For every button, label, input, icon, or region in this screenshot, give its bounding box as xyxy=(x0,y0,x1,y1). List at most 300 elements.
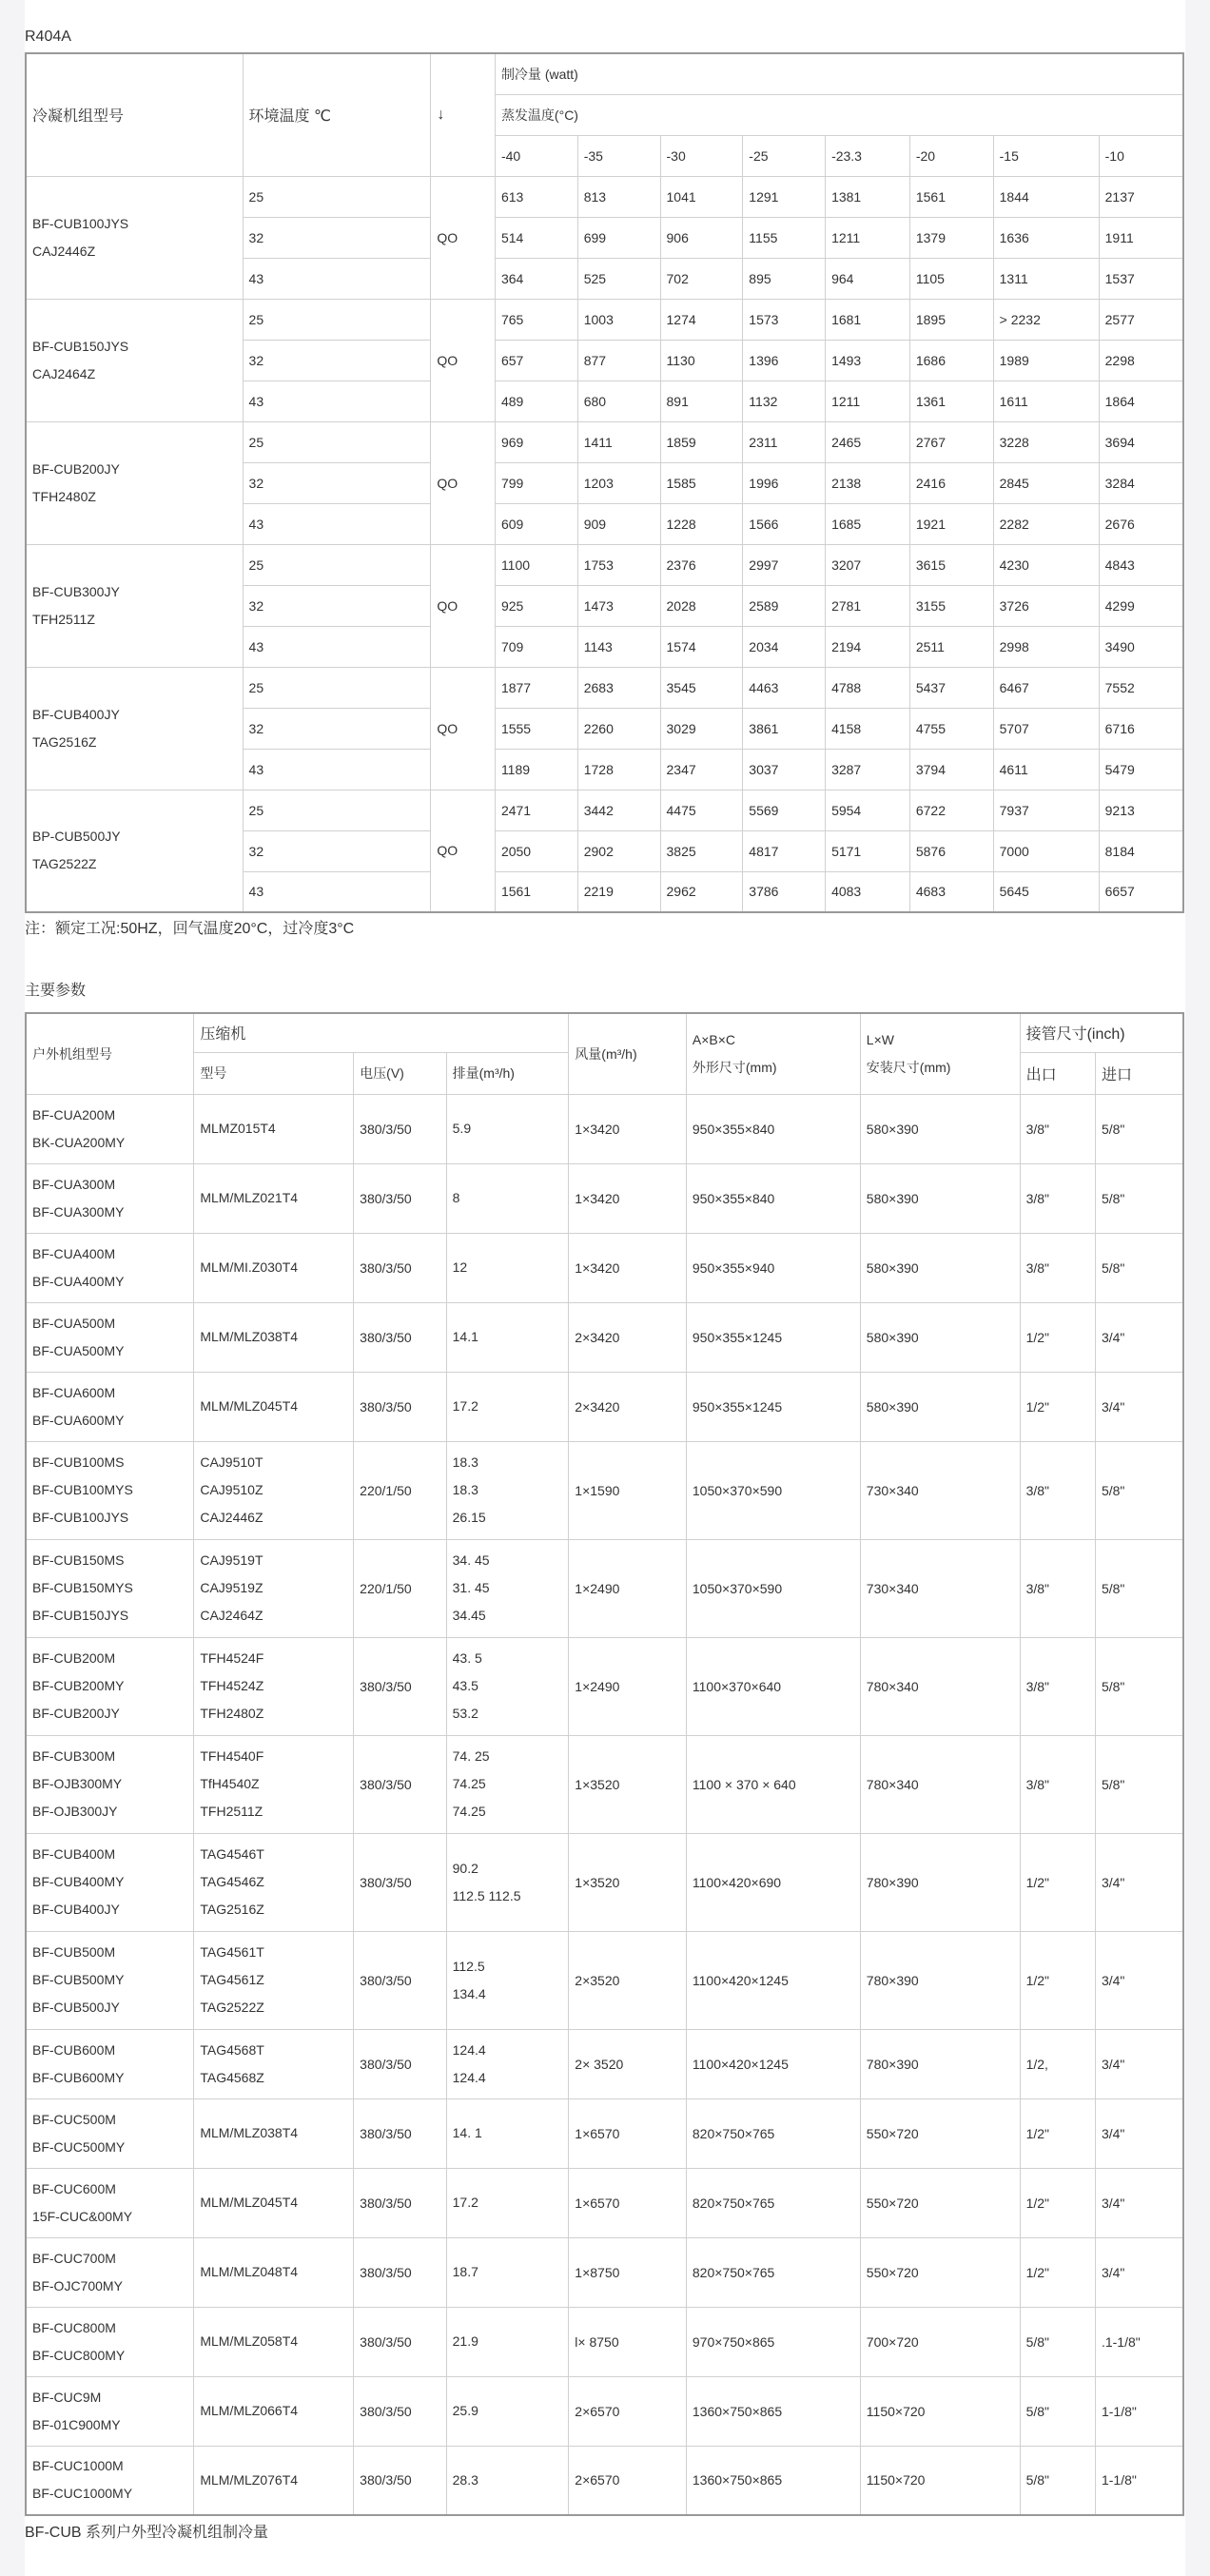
airflow-cell: 1×8750 xyxy=(569,2237,687,2307)
dims-cell: 820×750×765 xyxy=(686,2237,860,2307)
params-table-body xyxy=(26,1013,1183,2515)
capacity-value-cell: 2589 xyxy=(743,585,826,626)
capacity-value-cell: 2577 xyxy=(1099,299,1183,340)
voltage-cell: 380/3/50 xyxy=(354,2307,446,2376)
displacement-cell-line: 53.2 xyxy=(452,1706,478,1721)
header-voltage: 电压(V) xyxy=(354,1052,446,1094)
capacity-value-cell: 2260 xyxy=(577,708,660,749)
outdoor-model-cell-line: BF-01C900MY xyxy=(32,2416,121,2432)
capacity-value-cell: 3155 xyxy=(909,585,993,626)
unit-model-cell xyxy=(26,544,243,667)
ambient-temp-cell: 32 xyxy=(243,830,431,871)
dims-cell: 1050×370×590 xyxy=(686,1441,860,1539)
capacity-value-cell: 2376 xyxy=(660,544,743,585)
voltage-cell: 380/3/50 xyxy=(354,2168,446,2237)
outdoor-model-cell-line: BF-CUA400M xyxy=(32,1245,116,1261)
temp-header-cell: -25 xyxy=(743,135,826,176)
capacity-value-cell: 680 xyxy=(577,381,660,421)
capacity-value-cell: 1585 xyxy=(660,462,743,503)
temp-header-cell: -15 xyxy=(993,135,1099,176)
outdoor-model-cell-line: BF-CUB200M xyxy=(32,1650,116,1666)
header-install-label: 安装尺寸(mm) xyxy=(866,1059,951,1075)
dims-cell: 950×355×1245 xyxy=(686,1302,860,1372)
header-comp-model: 型号 xyxy=(194,1052,354,1094)
capacity-value-cell: 5954 xyxy=(826,790,910,830)
capacity-value-cell: 5645 xyxy=(993,871,1099,912)
capacity-value-cell: 3825 xyxy=(660,830,743,871)
capacity-value-cell: 3786 xyxy=(743,871,826,912)
capacity-value-cell: 4788 xyxy=(826,667,910,708)
qo-cell: QO xyxy=(431,176,496,299)
install-cell: 780×340 xyxy=(860,1735,1020,1833)
outdoor-model-cell xyxy=(26,2237,194,2307)
capacity-value-cell: 1555 xyxy=(495,708,577,749)
capacity-value-cell: 1753 xyxy=(577,544,660,585)
unit-model-cell xyxy=(26,667,243,790)
capacity-row xyxy=(26,176,1183,217)
compressor-model-cell xyxy=(194,1637,354,1735)
compressor-model-cell xyxy=(194,2446,354,2515)
capacity-value-cell: 1877 xyxy=(495,667,577,708)
compressor-model-cell-line: MLM/MLZ058T4 xyxy=(200,2333,299,2349)
outlet-cell: 1/2" xyxy=(1020,1833,1095,1931)
ambient-temp-cell: 43 xyxy=(243,871,431,912)
compressor-model-cell-line: TAG4546T xyxy=(200,1846,264,1862)
outdoor-model-cell xyxy=(26,2168,194,2237)
displacement-cell-line: 17.2 xyxy=(452,1398,478,1414)
inlet-cell: .1-1/8" xyxy=(1095,2307,1183,2376)
params-row xyxy=(26,2446,1183,2515)
capacity-value-cell: 3207 xyxy=(826,544,910,585)
capacity-value-cell: 2138 xyxy=(826,462,910,503)
compressor-model-cell-line: CAJ9510T xyxy=(200,1454,263,1470)
capacity-value-cell: 699 xyxy=(577,217,660,258)
capacity-value-cell: 1211 xyxy=(826,217,910,258)
airflow-cell: 2× 3520 xyxy=(569,2029,687,2098)
airflow-cell: 1×6570 xyxy=(569,2168,687,2237)
capacity-table xyxy=(25,52,1184,913)
capacity-value-cell: 2034 xyxy=(743,626,826,667)
ambient-temp-cell: 25 xyxy=(243,544,431,585)
displacement-cell-line: 14.1 xyxy=(452,1329,478,1344)
capacity-value-cell: 3726 xyxy=(993,585,1099,626)
capacity-value-cell: 2767 xyxy=(909,421,993,462)
params-row xyxy=(26,1931,1183,2029)
dims-cell: 1050×370×590 xyxy=(686,1539,860,1637)
temp-header-cell: -35 xyxy=(577,135,660,176)
displacement-cell xyxy=(446,2446,569,2515)
capacity-value-cell: 2347 xyxy=(660,749,743,790)
compressor-model-cell xyxy=(194,2307,354,2376)
dims-cell: 1360×750×865 xyxy=(686,2376,860,2446)
ambient-temp-cell: 25 xyxy=(243,176,431,217)
install-cell: 780×390 xyxy=(860,1833,1020,1931)
capacity-value-cell: 3037 xyxy=(743,749,826,790)
outdoor-model-cell-line: BF-CUB500M xyxy=(32,1944,116,1960)
ambient-temp-cell: 32 xyxy=(243,708,431,749)
capacity-value-cell: 6467 xyxy=(993,667,1099,708)
voltage-cell: 380/3/50 xyxy=(354,1372,446,1441)
outdoor-model-cell xyxy=(26,1637,194,1735)
capacity-value-cell: 1228 xyxy=(660,503,743,544)
capacity-value-cell: 7937 xyxy=(993,790,1099,830)
capacity-value-cell: 702 xyxy=(660,258,743,299)
install-cell: 1150×720 xyxy=(860,2446,1020,2515)
inlet-cell: 3/4" xyxy=(1095,2098,1183,2168)
voltage-cell: 380/3/50 xyxy=(354,2029,446,2098)
capacity-value-cell: 2416 xyxy=(909,462,993,503)
outlet-cell: 3/8" xyxy=(1020,1637,1095,1735)
left-margin xyxy=(0,0,25,2576)
capacity-row xyxy=(26,299,1183,340)
compressor-model-cell-line: CAJ9510Z xyxy=(200,1482,263,1497)
displacement-cell-line: 17.2 xyxy=(452,2195,478,2210)
capacity-value-cell: 2298 xyxy=(1099,340,1183,381)
capacity-value-cell: 2137 xyxy=(1099,176,1183,217)
compressor-model-cell xyxy=(194,1372,354,1441)
capacity-value-cell: 609 xyxy=(495,503,577,544)
capacity-value-cell: 1105 xyxy=(909,258,993,299)
capacity-value-cell: 364 xyxy=(495,258,577,299)
outdoor-model-cell-line: BF-CUB400M xyxy=(32,1846,116,1862)
unit-model-cell-line: BP-CUB500JY xyxy=(32,829,121,845)
install-cell: 780×340 xyxy=(860,1637,1020,1735)
airflow-cell: 2×3520 xyxy=(569,1931,687,2029)
compressor-model-cell xyxy=(194,1094,354,1163)
capacity-value-cell: 1574 xyxy=(660,626,743,667)
outlet-cell: 1/2" xyxy=(1020,1302,1095,1372)
document-body xyxy=(25,0,1185,2550)
inlet-cell: 5/8" xyxy=(1095,1233,1183,1302)
capacity-value-cell: 4230 xyxy=(993,544,1099,585)
capacity-value-cell: 5876 xyxy=(909,830,993,871)
outdoor-model-cell-line: BF-CUA500M xyxy=(32,1315,116,1331)
compressor-model-cell xyxy=(194,1539,354,1637)
capacity-value-cell: 2050 xyxy=(495,830,577,871)
unit-model-cell-line: CAJ2464Z xyxy=(32,365,96,381)
outlet-cell: 5/8" xyxy=(1020,2376,1095,2446)
compressor-model-cell xyxy=(194,2237,354,2307)
params-row xyxy=(26,2029,1183,2098)
capacity-value-cell: 709 xyxy=(495,626,577,667)
capacity-value-cell: 2962 xyxy=(660,871,743,912)
displacement-cell xyxy=(446,1233,569,1302)
install-cell: 550×720 xyxy=(860,2168,1020,2237)
header-dims xyxy=(686,1013,860,1094)
outdoor-model-cell-line: BF-CUC800MY xyxy=(32,2347,126,2363)
outdoor-model-cell xyxy=(26,1833,194,1931)
params-row xyxy=(26,1539,1183,1637)
outlet-cell: 1/2" xyxy=(1020,1931,1095,2029)
capacity-value-cell: 1379 xyxy=(909,217,993,258)
capacity-value-cell: 9213 xyxy=(1099,790,1183,830)
displacement-cell-line: 43.5 xyxy=(452,1678,478,1693)
compressor-model-cell xyxy=(194,1163,354,1233)
airflow-cell: 2×3420 xyxy=(569,1372,687,1441)
capacity-value-cell: 5171 xyxy=(826,830,910,871)
displacement-cell-line: 12 xyxy=(452,1259,468,1275)
compressor-model-cell-line: CAJ9519Z xyxy=(200,1580,263,1595)
capacity-value-cell: 1537 xyxy=(1099,258,1183,299)
compressor-model-cell xyxy=(194,1931,354,2029)
outlet-cell: 3/8" xyxy=(1020,1539,1095,1637)
unit-model-cell-line: TAG2522Z xyxy=(32,856,97,872)
dims-cell: 1360×750×865 xyxy=(686,2446,860,2515)
dims-cell: 820×750×765 xyxy=(686,2168,860,2237)
displacement-cell-line: 21.9 xyxy=(452,2333,478,2349)
ambient-temp-cell: 43 xyxy=(243,503,431,544)
temp-header-cell: -10 xyxy=(1099,135,1183,176)
capacity-value-cell: 514 xyxy=(495,217,577,258)
capacity-value-cell: 1911 xyxy=(1099,217,1183,258)
capacity-value-cell: 1686 xyxy=(909,340,993,381)
compressor-model-cell xyxy=(194,2029,354,2098)
install-cell: 580×390 xyxy=(860,1302,1020,1372)
compressor-model-cell-line: TAG2522Z xyxy=(200,2000,264,2015)
capacity-value-cell: 906 xyxy=(660,217,743,258)
header-evap: 蒸发温度(°C) xyxy=(495,94,1183,135)
compressor-model-cell xyxy=(194,1735,354,1833)
voltage-cell: 380/3/50 xyxy=(354,1931,446,2029)
outdoor-model-cell-line: BF-CUC800M xyxy=(32,2319,116,2335)
temp-header-cell: -20 xyxy=(909,135,993,176)
header-install xyxy=(860,1013,1020,1094)
header-inlet: 进口 xyxy=(1095,1052,1183,1094)
table1-caption: R404A xyxy=(25,29,71,45)
unit-model-cell xyxy=(26,176,243,299)
compressor-model-cell xyxy=(194,1233,354,1302)
params-row xyxy=(26,1233,1183,1302)
compressor-model-cell-line: TAG4568Z xyxy=(200,2069,264,2085)
ambient-temp-cell: 43 xyxy=(243,749,431,790)
displacement-cell xyxy=(446,2237,569,2307)
outlet-cell: 1/2" xyxy=(1020,1372,1095,1441)
capacity-value-cell: 2465 xyxy=(826,421,910,462)
displacement-cell-line: 25.9 xyxy=(452,2403,478,2418)
outdoor-model-cell xyxy=(26,1539,194,1637)
capacity-value-cell: 3490 xyxy=(1099,626,1183,667)
table1-note: 注：额定工况:50HZ，回气温度20°C，过冷度3°C xyxy=(25,921,355,937)
outdoor-model-cell-line: BF-CUB200MY xyxy=(32,1678,125,1693)
displacement-cell xyxy=(446,2029,569,2098)
voltage-cell: 380/3/50 xyxy=(354,2098,446,2168)
displacement-cell xyxy=(446,1372,569,1441)
dims-cell: 1100×420×1245 xyxy=(686,2029,860,2098)
inlet-cell: 3/4" xyxy=(1095,1302,1183,1372)
capacity-value-cell: 2845 xyxy=(993,462,1099,503)
inlet-cell: 3/4" xyxy=(1095,2168,1183,2237)
compressor-model-cell xyxy=(194,1441,354,1539)
unit-model-cell-line: BF-CUB200JY xyxy=(32,460,120,477)
capacity-value-cell: 1921 xyxy=(909,503,993,544)
capacity-value-cell: 1100 xyxy=(495,544,577,585)
capacity-value-cell: 1274 xyxy=(660,299,743,340)
install-cell: 550×720 xyxy=(860,2237,1020,2307)
table2-caption: 主要参数 xyxy=(25,983,87,999)
displacement-cell-line: 14. 1 xyxy=(452,2125,482,2140)
outdoor-model-cell-line: BF-OJB300JY xyxy=(32,1804,118,1819)
params-row xyxy=(26,2376,1183,2446)
params-row xyxy=(26,2098,1183,2168)
compressor-model-cell-line: MLM/MLZ021T4 xyxy=(200,1190,299,1205)
install-cell: 730×340 xyxy=(860,1441,1020,1539)
inlet-cell: 1-1/8" xyxy=(1095,2376,1183,2446)
displacement-cell-line: 28.3 xyxy=(452,2471,478,2488)
outdoor-model-cell xyxy=(26,1735,194,1833)
outdoor-model-cell-line: BF-OJB300MY xyxy=(32,1776,123,1791)
header-outdoor-model: 户外机组型号 xyxy=(26,1013,194,1094)
outlet-cell: 1/2" xyxy=(1020,2098,1095,2168)
footer-caption: BF-CUB 系列户外型冷凝机组制冷量 xyxy=(25,2525,269,2541)
displacement-cell xyxy=(446,1637,569,1735)
capacity-value-cell: 2028 xyxy=(660,585,743,626)
header-pipe: 接管尺寸(inch) xyxy=(1020,1013,1183,1052)
unit-model-cell-line: BF-CUB400JY xyxy=(32,706,120,722)
voltage-cell: 380/3/50 xyxy=(354,2376,446,2446)
unit-model-cell-line: BF-CUB300JY xyxy=(32,583,120,599)
compressor-model-cell xyxy=(194,2168,354,2237)
capacity-value-cell: 5437 xyxy=(909,667,993,708)
outlet-cell: 3/8" xyxy=(1020,1441,1095,1539)
compressor-model-cell-line: MLM/MI.Z030T4 xyxy=(200,1259,299,1275)
capacity-row xyxy=(26,790,1183,830)
voltage-cell: 380/3/50 xyxy=(354,1163,446,1233)
unit-model-cell xyxy=(26,790,243,912)
capacity-value-cell: 4683 xyxy=(909,871,993,912)
displacement-cell-line: 124.4 xyxy=(452,2041,486,2058)
capacity-value-cell: 4299 xyxy=(1099,585,1183,626)
params-row xyxy=(26,2307,1183,2376)
install-cell: 780×390 xyxy=(860,1931,1020,2029)
header-model: 冷凝机组型号 xyxy=(26,53,243,176)
capacity-value-cell: 1311 xyxy=(993,258,1099,299)
capacity-value-cell: 2219 xyxy=(577,871,660,912)
outlet-cell: 1/2" xyxy=(1020,2168,1095,2237)
compressor-model-cell-line: TAG4568T xyxy=(200,2041,264,2058)
capacity-value-cell: 1859 xyxy=(660,421,743,462)
inlet-cell: 5/8" xyxy=(1095,1735,1183,1833)
params-row xyxy=(26,1735,1183,1833)
params-row xyxy=(26,1637,1183,1735)
capacity-value-cell: 1130 xyxy=(660,340,743,381)
displacement-cell-line: 34. 45 xyxy=(452,1552,490,1568)
compressor-model-cell-line: TfH4540Z xyxy=(200,1776,260,1791)
unit-model-cell-line: BF-CUB150JYS xyxy=(32,338,129,354)
capacity-value-cell: 1396 xyxy=(743,340,826,381)
capacity-value-cell: 7552 xyxy=(1099,667,1183,708)
capacity-value-cell: 3861 xyxy=(743,708,826,749)
capacity-value-cell: 1989 xyxy=(993,340,1099,381)
capacity-value-cell: 1041 xyxy=(660,176,743,217)
capacity-value-cell: 2311 xyxy=(743,421,826,462)
compressor-model-cell-line: MLM/MLZ045T4 xyxy=(200,1398,299,1414)
temp-header-cell: -40 xyxy=(495,135,577,176)
compressor-model-cell-line: CAJ2464Z xyxy=(200,1608,263,1623)
outdoor-model-cell-line: BF-CUB150MYS xyxy=(32,1580,133,1595)
displacement-cell xyxy=(446,1833,569,1931)
params-row xyxy=(26,1372,1183,1441)
displacement-cell xyxy=(446,2098,569,2168)
outdoor-model-cell-line: BF-CUB300M xyxy=(32,1748,116,1764)
ambient-temp-cell: 32 xyxy=(243,462,431,503)
install-cell: 1150×720 xyxy=(860,2376,1020,2446)
voltage-cell: 220/1/50 xyxy=(354,1539,446,1637)
displacement-cell-line: 74.25 xyxy=(452,1776,486,1791)
capacity-value-cell: 1844 xyxy=(993,176,1099,217)
compressor-model-cell xyxy=(194,2098,354,2168)
displacement-cell-line: 31. 45 xyxy=(452,1580,490,1595)
capacity-value-cell: 5479 xyxy=(1099,749,1183,790)
capacity-value-cell: 1203 xyxy=(577,462,660,503)
voltage-cell: 380/3/50 xyxy=(354,1833,446,1931)
header-capacity: 制冷量 (watt) xyxy=(495,53,1183,94)
outlet-cell: 1/2, xyxy=(1020,2029,1095,2098)
dims-cell: 1100×420×690 xyxy=(686,1833,860,1931)
outdoor-model-cell xyxy=(26,2029,194,2098)
capacity-value-cell: 2902 xyxy=(577,830,660,871)
capacity-value-cell: 969 xyxy=(495,421,577,462)
displacement-cell-line: 5.9 xyxy=(452,1121,472,1136)
unit-model-cell-line: TAG2516Z xyxy=(32,733,97,750)
outdoor-model-cell-line: BF-CUA300MY xyxy=(32,1203,125,1220)
displacement-cell xyxy=(446,2307,569,2376)
capacity-value-cell: 1636 xyxy=(993,217,1099,258)
compressor-model-cell-line: TAG4561Z xyxy=(200,1972,264,1987)
capacity-value-cell: 3615 xyxy=(909,544,993,585)
header-arrow: ↓ xyxy=(431,53,496,176)
capacity-value-cell: 3228 xyxy=(993,421,1099,462)
outdoor-model-cell-line: BF-OJC700MY xyxy=(32,2277,123,2293)
outdoor-model-cell-line: BF-CUA500MY xyxy=(32,1342,125,1358)
outdoor-model-cell-line: BF-CUB150JYS xyxy=(32,1608,129,1623)
compressor-model-cell-line: MLMZ015T4 xyxy=(200,1121,276,1136)
outdoor-model-cell xyxy=(26,1372,194,1441)
capacity-value-cell: 4611 xyxy=(993,749,1099,790)
ambient-temp-cell: 43 xyxy=(243,626,431,667)
outdoor-model-cell-line: BF-CUC1000M xyxy=(32,2458,124,2474)
capacity-value-cell: 4158 xyxy=(826,708,910,749)
inlet-cell: 5/8" xyxy=(1095,1163,1183,1233)
capacity-value-cell: 1864 xyxy=(1099,381,1183,421)
inlet-cell: 3/4" xyxy=(1095,1833,1183,1931)
params-row xyxy=(26,1833,1183,1931)
dims-cell: 950×355×1245 xyxy=(686,1372,860,1441)
inlet-cell: 3/4" xyxy=(1095,1931,1183,2029)
outdoor-model-cell-line: BF-CUB100JYS xyxy=(32,1510,129,1525)
outdoor-model-cell-line: BF-CUC1000MY xyxy=(32,2486,133,2502)
unit-model-cell-line: BF-CUB100JYS xyxy=(32,215,129,231)
unit-model-cell-line: TFH2511Z xyxy=(32,611,95,627)
outdoor-model-cell xyxy=(26,1163,194,1233)
capacity-value-cell: 2194 xyxy=(826,626,910,667)
outdoor-model-cell-line: BF-CUB600M xyxy=(32,2041,116,2058)
outdoor-model-cell xyxy=(26,1441,194,1539)
outdoor-model-cell-line: BF-CUB500MY xyxy=(32,1972,125,1987)
outdoor-model-cell-line: BF-CUB100MYS xyxy=(32,1482,133,1497)
dims-cell: 820×750×765 xyxy=(686,2098,860,2168)
outdoor-model-cell-line: BF-CUB600MY xyxy=(32,2069,125,2085)
params-row xyxy=(26,2168,1183,2237)
capacity-value-cell: 1291 xyxy=(743,176,826,217)
outlet-cell: 3/8" xyxy=(1020,1735,1095,1833)
compressor-model-cell-line: TAG2516Z xyxy=(200,1902,264,1917)
header-outlet: 出口 xyxy=(1020,1052,1095,1094)
header-airflow: 风量(m³/h) xyxy=(569,1013,687,1094)
airflow-cell: 1×3520 xyxy=(569,1833,687,1931)
outdoor-model-cell-line: BF-CUA200M xyxy=(32,1106,116,1122)
capacity-value-cell: 4755 xyxy=(909,708,993,749)
displacement-cell-line: 74.25 xyxy=(452,1804,486,1819)
